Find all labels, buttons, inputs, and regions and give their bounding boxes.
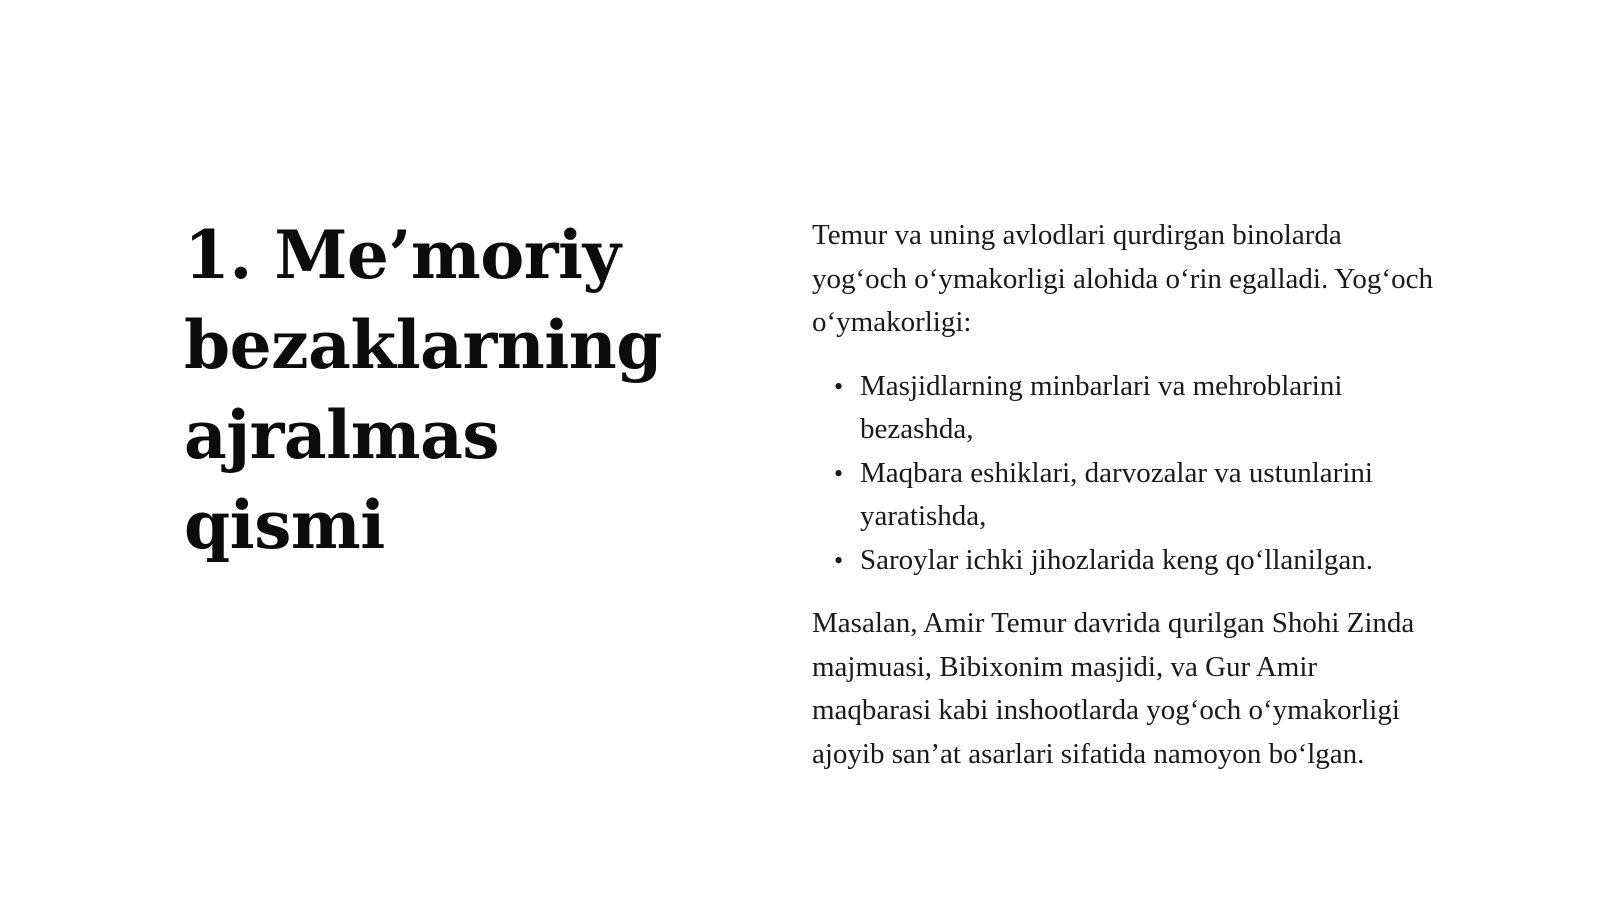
- bullet-list: [812, 365, 1442, 583]
- conclusion-paragraph: Masalan, Amir Temur davrida qurilgan Shohi Zinda majmuasi, Bibixonim masjidi, va Gur Amir maqbarasi kabi inshootlarda yog‘och o‘ymakorligi ajoyib san’at asarlari sifatida namoyon bo‘lgan.: [812, 607, 1415, 770]
- bullet-icon: •: [834, 545, 844, 575]
- list-item: [834, 539, 1442, 583]
- list-item: [834, 452, 1442, 539]
- list-item-text: Masjidlarning minbarlari va mehroblarini bezashda,: [860, 369, 1343, 445]
- list-item-text: Maqbara eshiklari, darvozalar va ustunlarini yaratishda,: [860, 456, 1373, 532]
- bullet-icon: •: [834, 458, 844, 488]
- list-item-text: Saroylar ichki jihozlarida keng qo‘llanilgan.: [860, 543, 1373, 576]
- intro-paragraph: Temur va uning avlodlari qurdirgan binolarda yog‘och o‘ymakorligi alohida o‘rin egalladi. Yog‘och o‘ymakorligi:: [812, 219, 1433, 338]
- slide-body: [812, 214, 1442, 776]
- slide-title: 1. Me’moriy bezaklarning ajralmas qismi: [184, 216, 662, 564]
- bullet-icon: •: [834, 371, 844, 401]
- list-item: [834, 365, 1442, 452]
